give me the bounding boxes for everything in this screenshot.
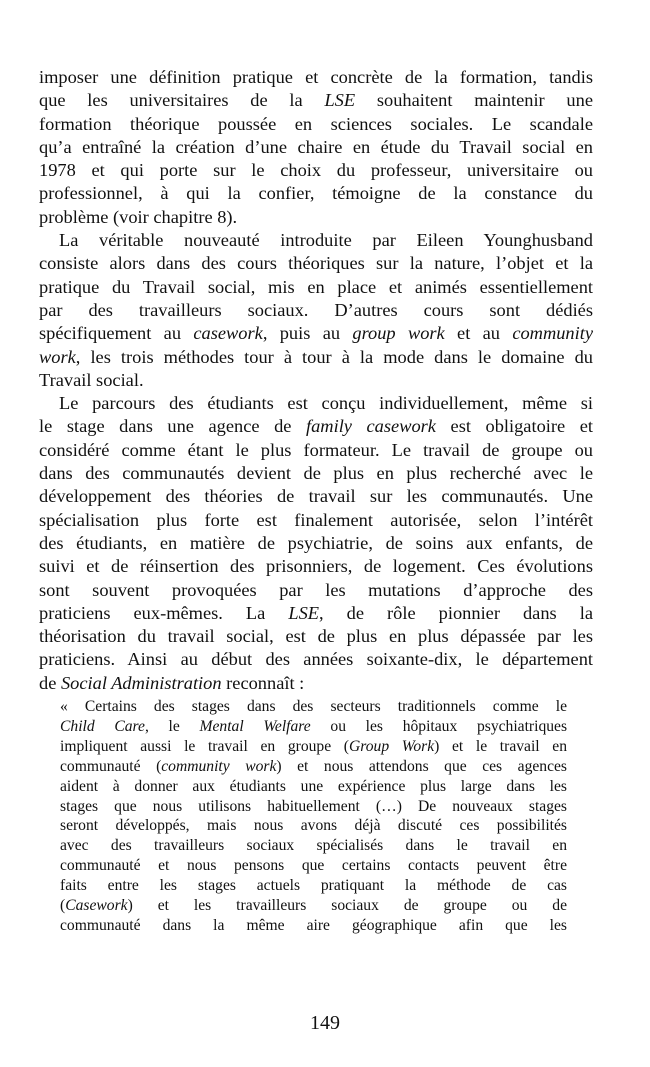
italic-term: family casework (306, 416, 436, 437)
text-run: , puis au (262, 323, 353, 344)
text-run: spécialisation plus forte est finalement autorisée, selon l’intérêt (39, 509, 593, 530)
text-run: La véritable nouveauté introduite par Eileen Younghusband (59, 230, 593, 251)
text-run: ) et nous attendons que ces agences (276, 757, 567, 775)
text-line (39, 346, 593, 369)
text-run: ) et le travail en (434, 737, 567, 755)
text-line (39, 182, 593, 205)
italic-term: casework (193, 323, 263, 344)
italic-term: Child Care (60, 717, 145, 735)
text-run: reconnaît : (221, 672, 305, 693)
text-run: pratique du Travail social, mis en place et animés essentiellement (39, 276, 593, 297)
text-line (39, 206, 593, 229)
text-run: suivi et de réinsertion des prisonniers, de logement. Ces évolutions (39, 556, 593, 577)
text-line (60, 697, 567, 717)
text-run: considéré comme étant le plus formateur. Le travail de groupe ou (39, 439, 593, 460)
text-run: et au (444, 323, 513, 344)
text-line (39, 113, 593, 136)
text-run: communauté dans la même aire géographique afin que les (60, 916, 567, 934)
text-line (60, 836, 567, 856)
text-run: communauté ( (60, 757, 162, 775)
text-run: , de rôle pionnier dans la (319, 602, 594, 623)
text-run: des étudiants, en matière de psychiatrie, de soins aux enfants, de (39, 532, 593, 553)
text-run: , le (144, 717, 200, 735)
paragraph (39, 229, 593, 392)
text-run: sont souvent provoquées par les mutations d’approche des (39, 579, 593, 600)
text-line (39, 648, 593, 671)
text-line (39, 299, 593, 322)
text-run: consiste alors dans des cours théoriques sur la nature, l’objet et la (39, 253, 593, 274)
text-run: faits entre les stages actuels pratiquant la méthode de cas (60, 877, 567, 895)
text-run: dans des communautés devient de plus en plus recherché avec le (39, 463, 593, 484)
text-line (39, 625, 593, 648)
text-line (60, 876, 567, 896)
text-line (39, 672, 593, 695)
text-line (39, 509, 593, 532)
italic-term: Casework (65, 897, 128, 915)
text-run: seront développés, mais nous avons déjà discuté ces possibilités (60, 817, 567, 835)
text-run: 1978 et qui porte sur le choix du professeur, universitaire ou (39, 160, 593, 181)
text-line (39, 392, 593, 415)
text-run: qu’a entraîné la création d’une chaire en étude du Travail social en (39, 136, 593, 157)
text-run: théorisation du travail social, est de plus en plus dépassée par les (39, 626, 593, 647)
italic-term: Group Work (348, 737, 435, 755)
paragraph (39, 66, 593, 229)
text-line (39, 532, 593, 555)
text-run: Le parcours des étudiants est conçu individuellement, même si (59, 393, 593, 414)
italic-term: LSE (324, 90, 356, 111)
text-run: impliquent aussi le travail en groupe ( (60, 737, 349, 755)
text-run: « Certains des stages dans des secteurs traditionnels comme le (60, 698, 567, 716)
text-run: que les universitaires de la (39, 90, 325, 111)
text-run: formation théorique poussée en sciences sociales. Le scandale (39, 113, 593, 134)
text-run: praticiens eux-mêmes. La (39, 602, 289, 623)
page-body (39, 66, 593, 936)
text-run: stages que nous utilisons habituellement (…) De nouveaux stages (60, 797, 567, 815)
text-line (39, 322, 593, 345)
text-run: , les trois méthodes tour à tour à la mode dans le domaine du (75, 346, 593, 367)
text-line (60, 737, 567, 757)
block-quote (60, 695, 567, 936)
text-line (39, 485, 593, 508)
italic-term: community work (161, 757, 277, 775)
text-run: ) et les travailleurs sociaux de groupe ou de (127, 897, 567, 915)
text-line (39, 369, 593, 392)
text-run: imposer une définition pratique et concrète de la formation, tandis (39, 67, 593, 87)
text-line (60, 717, 567, 737)
text-line (39, 66, 593, 89)
text-run: de (39, 672, 61, 693)
text-run: aident à donner aux étudiants une expérience plus large dans les (60, 777, 567, 795)
text-line (60, 816, 567, 836)
text-line (39, 415, 593, 438)
text-line (60, 757, 567, 777)
text-line (60, 896, 567, 916)
italic-term: Social Administration (60, 672, 222, 693)
text-run: ( (60, 897, 66, 915)
text-run: souhaitent maintenir une (355, 90, 593, 111)
body-text (39, 66, 593, 695)
text-run: est obligatoire et (435, 416, 593, 437)
text-line (60, 797, 567, 817)
italic-term: community (512, 323, 594, 344)
text-line (60, 916, 567, 936)
text-line (39, 439, 593, 462)
text-line (39, 602, 593, 625)
text-run: avec des travailleurs sociaux spécialisés dans le travail en (60, 837, 567, 855)
text-run: praticiens. Ainsi au début des années soixante-dix, le département (39, 649, 593, 670)
page-number: 149 (310, 1012, 340, 1034)
text-run: spécifiquement au (39, 323, 194, 344)
italic-term: Mental Welfare (199, 717, 311, 735)
text-line (39, 555, 593, 578)
text-line (60, 856, 567, 876)
italic-term: work (39, 346, 76, 367)
text-run: problème (voir chapitre 8). (39, 206, 238, 227)
text-run: ou les hôpitaux psychiatriques (310, 717, 568, 735)
text-line (39, 89, 593, 112)
text-run: communauté et nous pensons que certains contacts peuvent être (60, 857, 567, 875)
text-line (39, 136, 593, 159)
text-run: Travail social. (39, 369, 144, 390)
text-run: le stage dans une agence de (39, 416, 306, 437)
text-line (60, 777, 567, 797)
text-run: par des travailleurs sociaux. D’autres cours sont dédiés (39, 299, 593, 320)
text-run: développement des théories de travail sur les communautés. Une (39, 486, 593, 507)
italic-term: group work (352, 323, 445, 344)
text-run: professionnel, à qui la confier, témoigne de la constance du (39, 183, 593, 204)
text-line (39, 579, 593, 602)
text-line (39, 229, 593, 252)
italic-term: LSE (288, 602, 320, 623)
paragraph (39, 392, 593, 695)
text-line (39, 462, 593, 485)
text-line (39, 276, 593, 299)
text-line (39, 252, 593, 275)
text-line (39, 159, 593, 182)
